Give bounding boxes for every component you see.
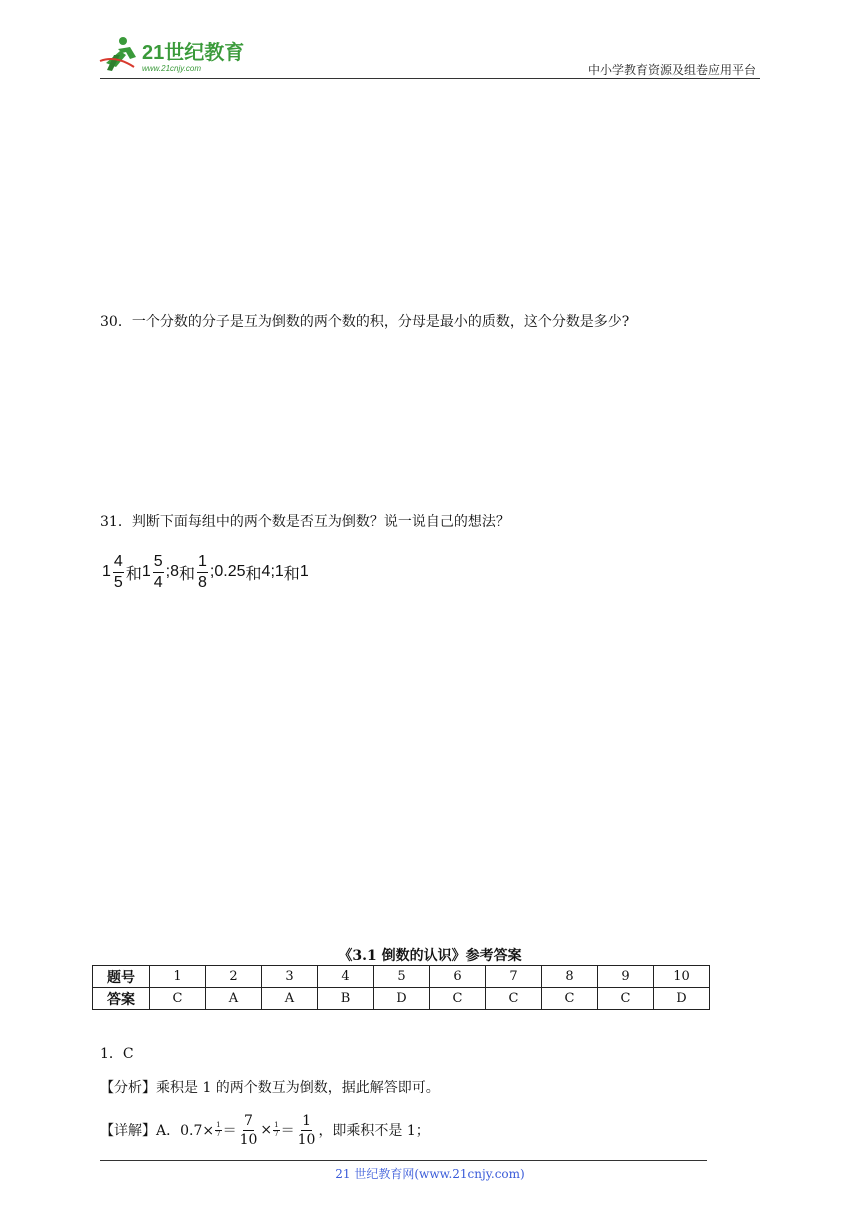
logo-graphic bbox=[96, 33, 256, 77]
header-divider bbox=[100, 78, 760, 79]
expr-number: 0.25 bbox=[214, 563, 246, 580]
expr-fraction bbox=[153, 554, 164, 591]
table-cell: 4 bbox=[318, 966, 374, 988]
expr-number: 1 bbox=[274, 563, 284, 580]
question-31-expression bbox=[102, 551, 309, 593]
question-31: 31．判断下面每组中的两个数是否互为倒数？说一说自己的想法？ bbox=[100, 514, 510, 530]
fraction-numerator: 1 bbox=[216, 1121, 221, 1129]
solution-detail bbox=[100, 1112, 430, 1148]
logo-text: 21世纪教育 bbox=[142, 42, 245, 64]
site-logo bbox=[96, 33, 256, 77]
fraction-numerator: 5 bbox=[153, 554, 164, 573]
fraction-numerator: 1 bbox=[197, 554, 208, 573]
fraction-numerator: 1 bbox=[274, 1121, 279, 1129]
expr-fraction bbox=[197, 554, 208, 591]
fraction-numerator: 7 bbox=[244, 1112, 253, 1129]
table-cell: 3 bbox=[262, 966, 318, 988]
fraction-denominator: 10 bbox=[297, 1131, 316, 1148]
expr-separator: ; bbox=[209, 563, 215, 580]
expr-whole: 1 bbox=[102, 563, 111, 580]
table-row bbox=[93, 966, 710, 988]
fraction-numerator: 1 bbox=[302, 1112, 311, 1129]
equals-sign: ＝ bbox=[222, 1123, 237, 1139]
fraction-numerator: 4 bbox=[113, 554, 124, 573]
fraction-denominator: 7 bbox=[216, 1130, 221, 1138]
small-fraction bbox=[215, 1122, 221, 1138]
answer-key-title: 《3.1 倒数的认识》参考答案 bbox=[338, 948, 522, 964]
runner-icon bbox=[100, 37, 136, 71]
expr-separator: ; bbox=[270, 563, 275, 580]
expr-number: 8 bbox=[170, 563, 179, 580]
expr-and: 和 bbox=[125, 565, 142, 583]
footer-divider bbox=[100, 1160, 707, 1161]
expr-number: 1 bbox=[299, 563, 309, 580]
solution-analysis: 【分析】乘积是 1 的两个数互为倒数，据此解答即可。 bbox=[100, 1080, 440, 1096]
times-sign: × bbox=[260, 1122, 273, 1138]
fraction-denominator: 10 bbox=[239, 1131, 258, 1148]
fraction-denominator: 4 bbox=[153, 573, 163, 591]
equals-sign: ＝ bbox=[280, 1123, 295, 1139]
fraction-denominator: 7 bbox=[274, 1130, 279, 1138]
fraction-denominator: 5 bbox=[113, 573, 123, 591]
table-cell: C bbox=[598, 988, 654, 1010]
expr-whole: 1 bbox=[141, 563, 151, 580]
fraction-denominator: 8 bbox=[198, 573, 207, 591]
detail-fraction bbox=[240, 1114, 258, 1147]
table-cell: C bbox=[542, 988, 598, 1010]
expr-and: 和 bbox=[283, 565, 300, 583]
detail-tail: ，即乘积不是 1； bbox=[318, 1123, 430, 1139]
table-cell: C bbox=[150, 988, 206, 1010]
table-row bbox=[93, 988, 710, 1010]
expr-number: 4 bbox=[261, 563, 271, 580]
detail-fraction bbox=[298, 1114, 316, 1147]
table-cell: A bbox=[262, 988, 318, 1010]
table-cell: C bbox=[430, 988, 486, 1010]
answer-table bbox=[92, 965, 710, 1010]
table-cell: 8 bbox=[542, 966, 598, 988]
question-30: 30．一个分数的分子是互为倒数的两个数的积，分母是最小的质数，这个分数是多少? bbox=[100, 314, 630, 330]
logo-url: www.21cnjy.com bbox=[142, 64, 201, 73]
expr-fraction bbox=[113, 554, 124, 591]
table-cell: 10 bbox=[654, 966, 710, 988]
detail-label: 【详解】A．0.7× bbox=[100, 1123, 215, 1139]
table-cell: 5 bbox=[374, 966, 430, 988]
table-cell: B bbox=[318, 988, 374, 1010]
table-cell: 2 bbox=[206, 966, 262, 988]
row-header: 题号 bbox=[93, 966, 150, 988]
solution-head: 1．C bbox=[100, 1046, 134, 1062]
platform-name: 中小学教育资源及组卷应用平台 bbox=[587, 63, 756, 77]
table-cell: 1 bbox=[150, 966, 206, 988]
table-cell: C bbox=[486, 988, 542, 1010]
expr-separator: ; bbox=[165, 563, 171, 580]
table-cell: A bbox=[206, 988, 262, 1010]
table-cell: D bbox=[374, 988, 430, 1010]
footer-link[interactable]: 21 世纪教育网(www.21cnjy.com) bbox=[335, 1167, 525, 1181]
small-fraction bbox=[273, 1122, 279, 1138]
table-cell: 7 bbox=[486, 966, 542, 988]
table-cell: 6 bbox=[430, 966, 486, 988]
expr-and: 和 bbox=[179, 565, 196, 583]
table-cell: D bbox=[654, 988, 710, 1010]
expr-and: 和 bbox=[245, 565, 262, 583]
row-header: 答案 bbox=[93, 988, 150, 1010]
table-cell: 9 bbox=[598, 966, 654, 988]
